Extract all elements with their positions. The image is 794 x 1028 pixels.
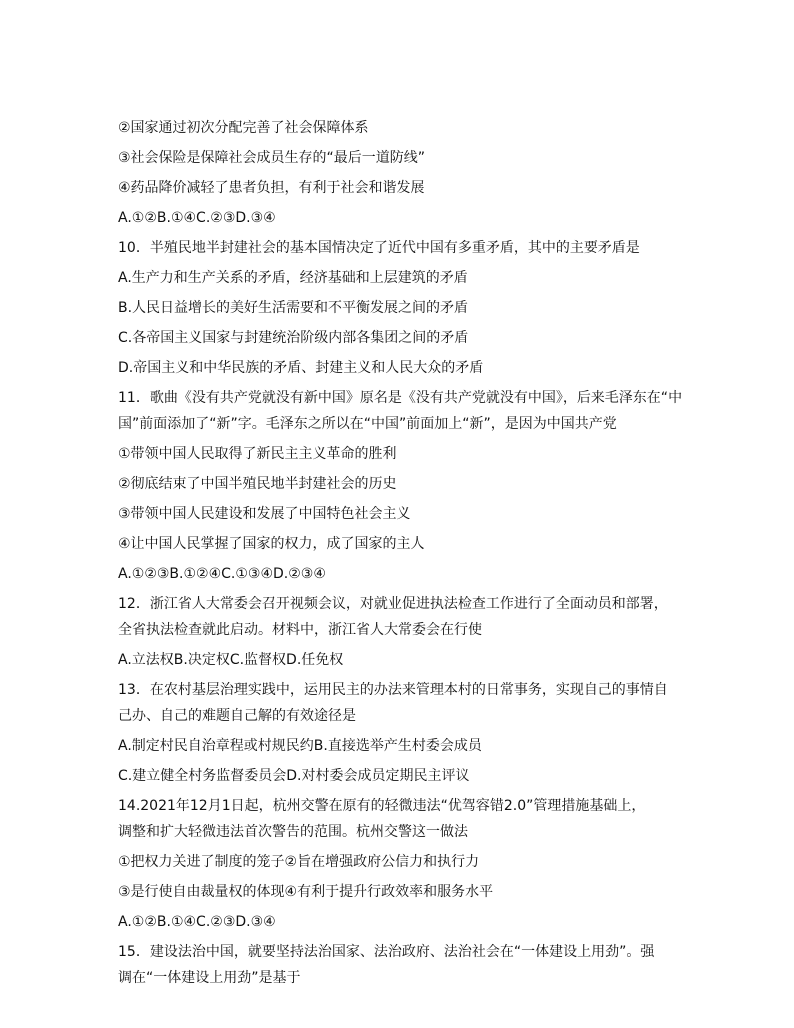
question-text-line: 12．浙江省人大常委会召开视频会议，对就业促进执法检查工作进行了全面动员和部署， — [118, 596, 668, 612]
question-14 — [118, 796, 688, 842]
answer-choices: A.制定村民自治章程或村规民约B.直接选举产生村委会成员 — [118, 738, 482, 754]
answer-choices: A.立法权B.决定权C.监督权D.任免权 — [118, 652, 344, 668]
question-text-line: 调整和扩大轻微违法首次警告的范围。杭州交警这一做法 — [118, 824, 468, 840]
answer-choice-a: A.生产力和生产关系的矛盾，经济基础和上层建筑的矛盾 — [118, 270, 468, 286]
option-line: ①带领中国人民取得了新民主主义革命的胜利 — [118, 446, 397, 462]
question-text-line: 11．歌曲《没有共产党就没有新中国》原名是《没有共产党就没有中国》，后来毛泽东在“中 — [118, 390, 683, 406]
answer-choices: A.①②③B.①②④C.①③④D.②③④ — [118, 566, 326, 582]
question-text-line: 15．建设法治中国，就要坚持法治国家、法治政府、法治社会在“一体建设上用劲”。强 — [118, 944, 655, 960]
question-text-line: 调在“一体建设上用劲”是基于 — [118, 970, 301, 986]
question-text-line: 13．在农村基层治理实践中，运用民主的办法来管理本村的日常事务，实现自己的事情自 — [118, 682, 668, 698]
question-12 — [118, 594, 688, 640]
answer-choices: A.①②B.①④C.②③D.③④ — [118, 210, 276, 226]
question-text-line: 己办、自己的难题自己解的有效途径是 — [118, 708, 356, 724]
question-13 — [118, 680, 688, 726]
option-line: ③是行使自由裁量权的体现④有利于提升行政效率和服务水平 — [118, 884, 494, 900]
answer-choice-b: B.人民日益增长的美好生活需要和不平衡发展之间的矛盾 — [118, 300, 469, 316]
answer-choice-c: C.各帝国主义国家与封建统治阶级内部各集团之间的矛盾 — [118, 330, 469, 346]
question-15 — [118, 942, 688, 988]
document-page — [118, 118, 688, 998]
option-line: ④让中国人民掌握了国家的权力，成了国家的主人 — [118, 536, 425, 552]
question-text-line: 全省执法检查就此启动。材料中，浙江省人大常委会在行使 — [118, 622, 482, 638]
option-line: ③带领中国人民建设和发展了中国特色社会主义 — [118, 506, 411, 522]
question-11 — [118, 388, 688, 434]
option-line: ③社会保险是保障社会成员生存的“最后一道防线” — [118, 150, 426, 166]
answer-choices: C.建立健全村务监督委员会D.对村委会成员定期民主评议 — [118, 768, 470, 784]
option-line: ①把权力关进了制度的笼子②旨在增强政府公信力和执行力 — [118, 854, 480, 870]
answer-choices: A.①②B.①④C.②③D.③④ — [118, 914, 276, 930]
option-line: ②彻底结束了中国半殖民地半封建社会的历史 — [118, 476, 397, 492]
question-text-line: 国”前面添加了“新”字。毛泽东之所以在“中国”前面加上“新”，是因为中国共产党 — [118, 416, 617, 432]
question-10: 10．半殖民地半封建社会的基本国情决定了近代中国有多重矛盾，其中的主要矛盾是 — [118, 240, 640, 256]
option-line: ④药品降价减轻了患者负担，有利于社会和谐发展 — [118, 180, 425, 196]
question-text-line: 14.2021年12月1日起，杭州交警在原有的轻微违法“优驾容错2.0”管理措施基础上， — [118, 798, 646, 814]
answer-choice-d: D.帝国主义和中华民族的矛盾、封建主义和人民大众的矛盾 — [118, 360, 484, 376]
option-line: ②国家通过初次分配完善了社会保障体系 — [118, 120, 369, 136]
